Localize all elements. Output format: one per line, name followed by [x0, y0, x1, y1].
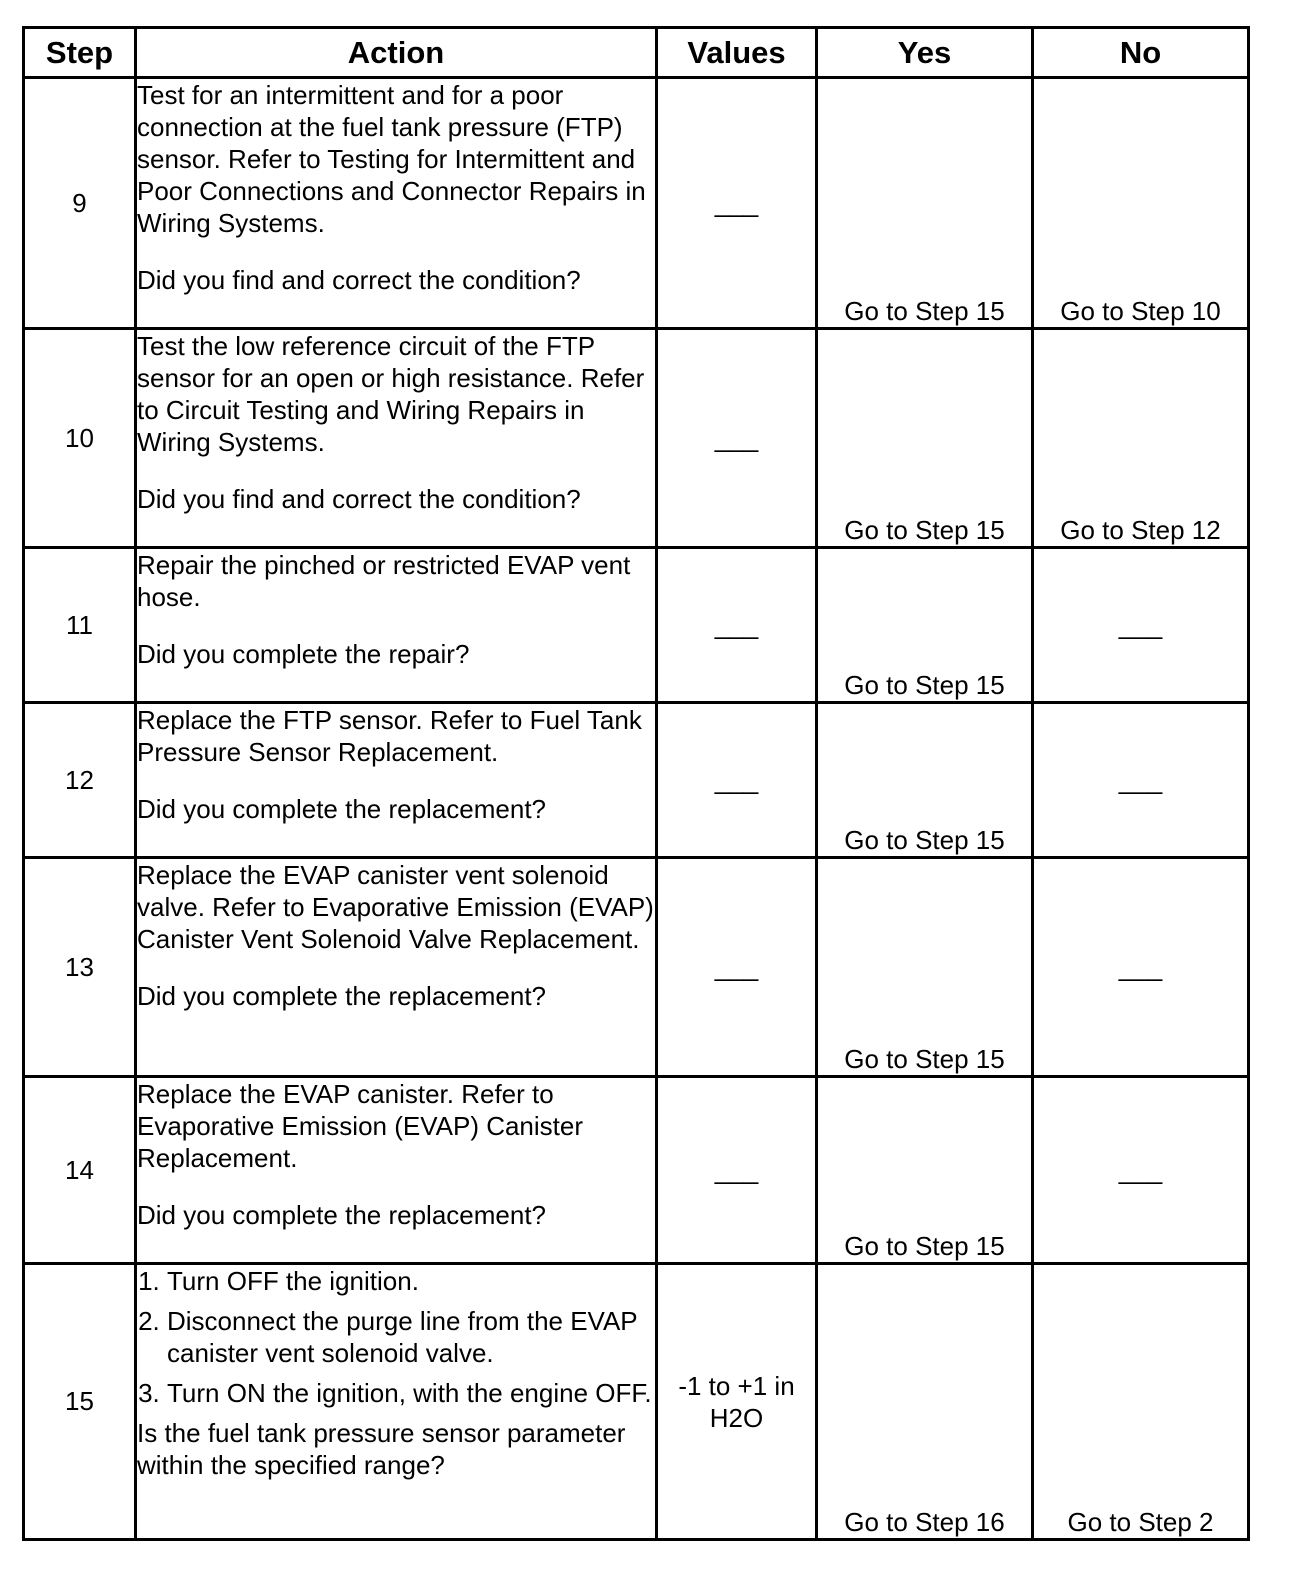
table-row	[24, 1077, 1249, 1264]
header-action: Action	[136, 28, 657, 78]
no-cell: ___	[1033, 548, 1249, 703]
table-row	[24, 858, 1249, 1077]
no-cell: ___	[1033, 1077, 1249, 1264]
action-steps-list	[137, 1265, 655, 1409]
yes-cell: Go to Step 15	[817, 548, 1033, 703]
action-question: Did you complete the replacement?	[137, 981, 547, 1011]
no-cell: Go to Step 2	[1033, 1264, 1249, 1540]
action-cell	[136, 548, 657, 703]
yes-cell: Go to Step 15	[817, 78, 1033, 329]
action-question: Did you complete the repair?	[137, 639, 470, 669]
table-row	[24, 329, 1249, 548]
action-cell	[136, 329, 657, 548]
action-question: Did you find and correct the condition?	[137, 265, 581, 295]
action-cell	[136, 858, 657, 1077]
action-cell	[136, 78, 657, 329]
step-number: 15	[24, 1264, 136, 1540]
diagnostic-table	[22, 26, 1250, 1541]
yes-cell: Go to Step 16	[817, 1264, 1033, 1540]
header-step: Step	[24, 28, 136, 78]
yes-cell: Go to Step 15	[817, 329, 1033, 548]
list-item: 2. Disconnect the purge line from the EVAP canister vent solenoid valve.	[167, 1305, 655, 1369]
step-number: 9	[24, 78, 136, 329]
step-number: 12	[24, 703, 136, 858]
header-values: Values	[657, 28, 817, 78]
no-cell: Go to Step 12	[1033, 329, 1249, 548]
action-question: Is the fuel tank pressure sensor parameter within the specified range?	[137, 1418, 626, 1480]
action-text: Replace the EVAP canister. Refer to Evaporative Emission (EVAP) Canister Replacement.	[137, 1079, 584, 1173]
values-cell: ___	[657, 548, 817, 703]
action-cell	[136, 1077, 657, 1264]
action-text: Repair the pinched or restricted EVAP vent hose.	[137, 550, 631, 612]
action-question: Did you complete the replacement?	[137, 1200, 547, 1230]
table-row	[24, 548, 1249, 703]
values-cell: ___	[657, 329, 817, 548]
action-cell	[136, 703, 657, 858]
action-text: Replace the EVAP canister vent solenoid valve. Refer to Evaporative Emission (EVAP) Canister Vent Solenoid Valve Replacement.	[137, 860, 654, 954]
action-text: Test for an intermittent and for a poor connection at the fuel tank pressure (FTP) sensor. Refer to Testing for Intermittent and Poor Connections and Connector Repairs in Wiring Systems.	[137, 80, 646, 238]
values-cell: ___	[657, 703, 817, 858]
step-number: 11	[24, 548, 136, 703]
values-cell: ___	[657, 1077, 817, 1264]
no-cell: ___	[1033, 703, 1249, 858]
action-text: Test the low reference circuit of the FTP sensor for an open or high resistance. Refer to Circuit Testing and Wiring Repairs in Wiring Systems.	[137, 331, 645, 457]
values-cell: ___	[657, 78, 817, 329]
list-item: 3. Turn ON the ignition, with the engine OFF.	[167, 1377, 655, 1409]
step-number: 10	[24, 329, 136, 548]
list-item: 1. Turn OFF the ignition.	[167, 1265, 655, 1297]
action-cell	[136, 1264, 657, 1540]
no-cell: Go to Step 10	[1033, 78, 1249, 329]
header-yes: Yes	[817, 28, 1033, 78]
table-row	[24, 703, 1249, 858]
no-cell: ___	[1033, 858, 1249, 1077]
header-no: No	[1033, 28, 1249, 78]
values-cell: ___	[657, 858, 817, 1077]
table-row	[24, 1264, 1249, 1540]
step-number: 13	[24, 858, 136, 1077]
values-cell: -1 to +1 in H2O	[657, 1264, 817, 1540]
yes-cell: Go to Step 15	[817, 858, 1033, 1077]
header-row	[24, 28, 1249, 78]
step-number: 14	[24, 1077, 136, 1264]
action-question: Did you complete the replacement?	[137, 794, 547, 824]
table-row	[24, 78, 1249, 329]
action-question: Did you find and correct the condition?	[137, 484, 581, 514]
yes-cell: Go to Step 15	[817, 1077, 1033, 1264]
yes-cell: Go to Step 15	[817, 703, 1033, 858]
action-text: Replace the FTP sensor. Refer to Fuel Tank Pressure Sensor Replacement.	[137, 705, 642, 767]
